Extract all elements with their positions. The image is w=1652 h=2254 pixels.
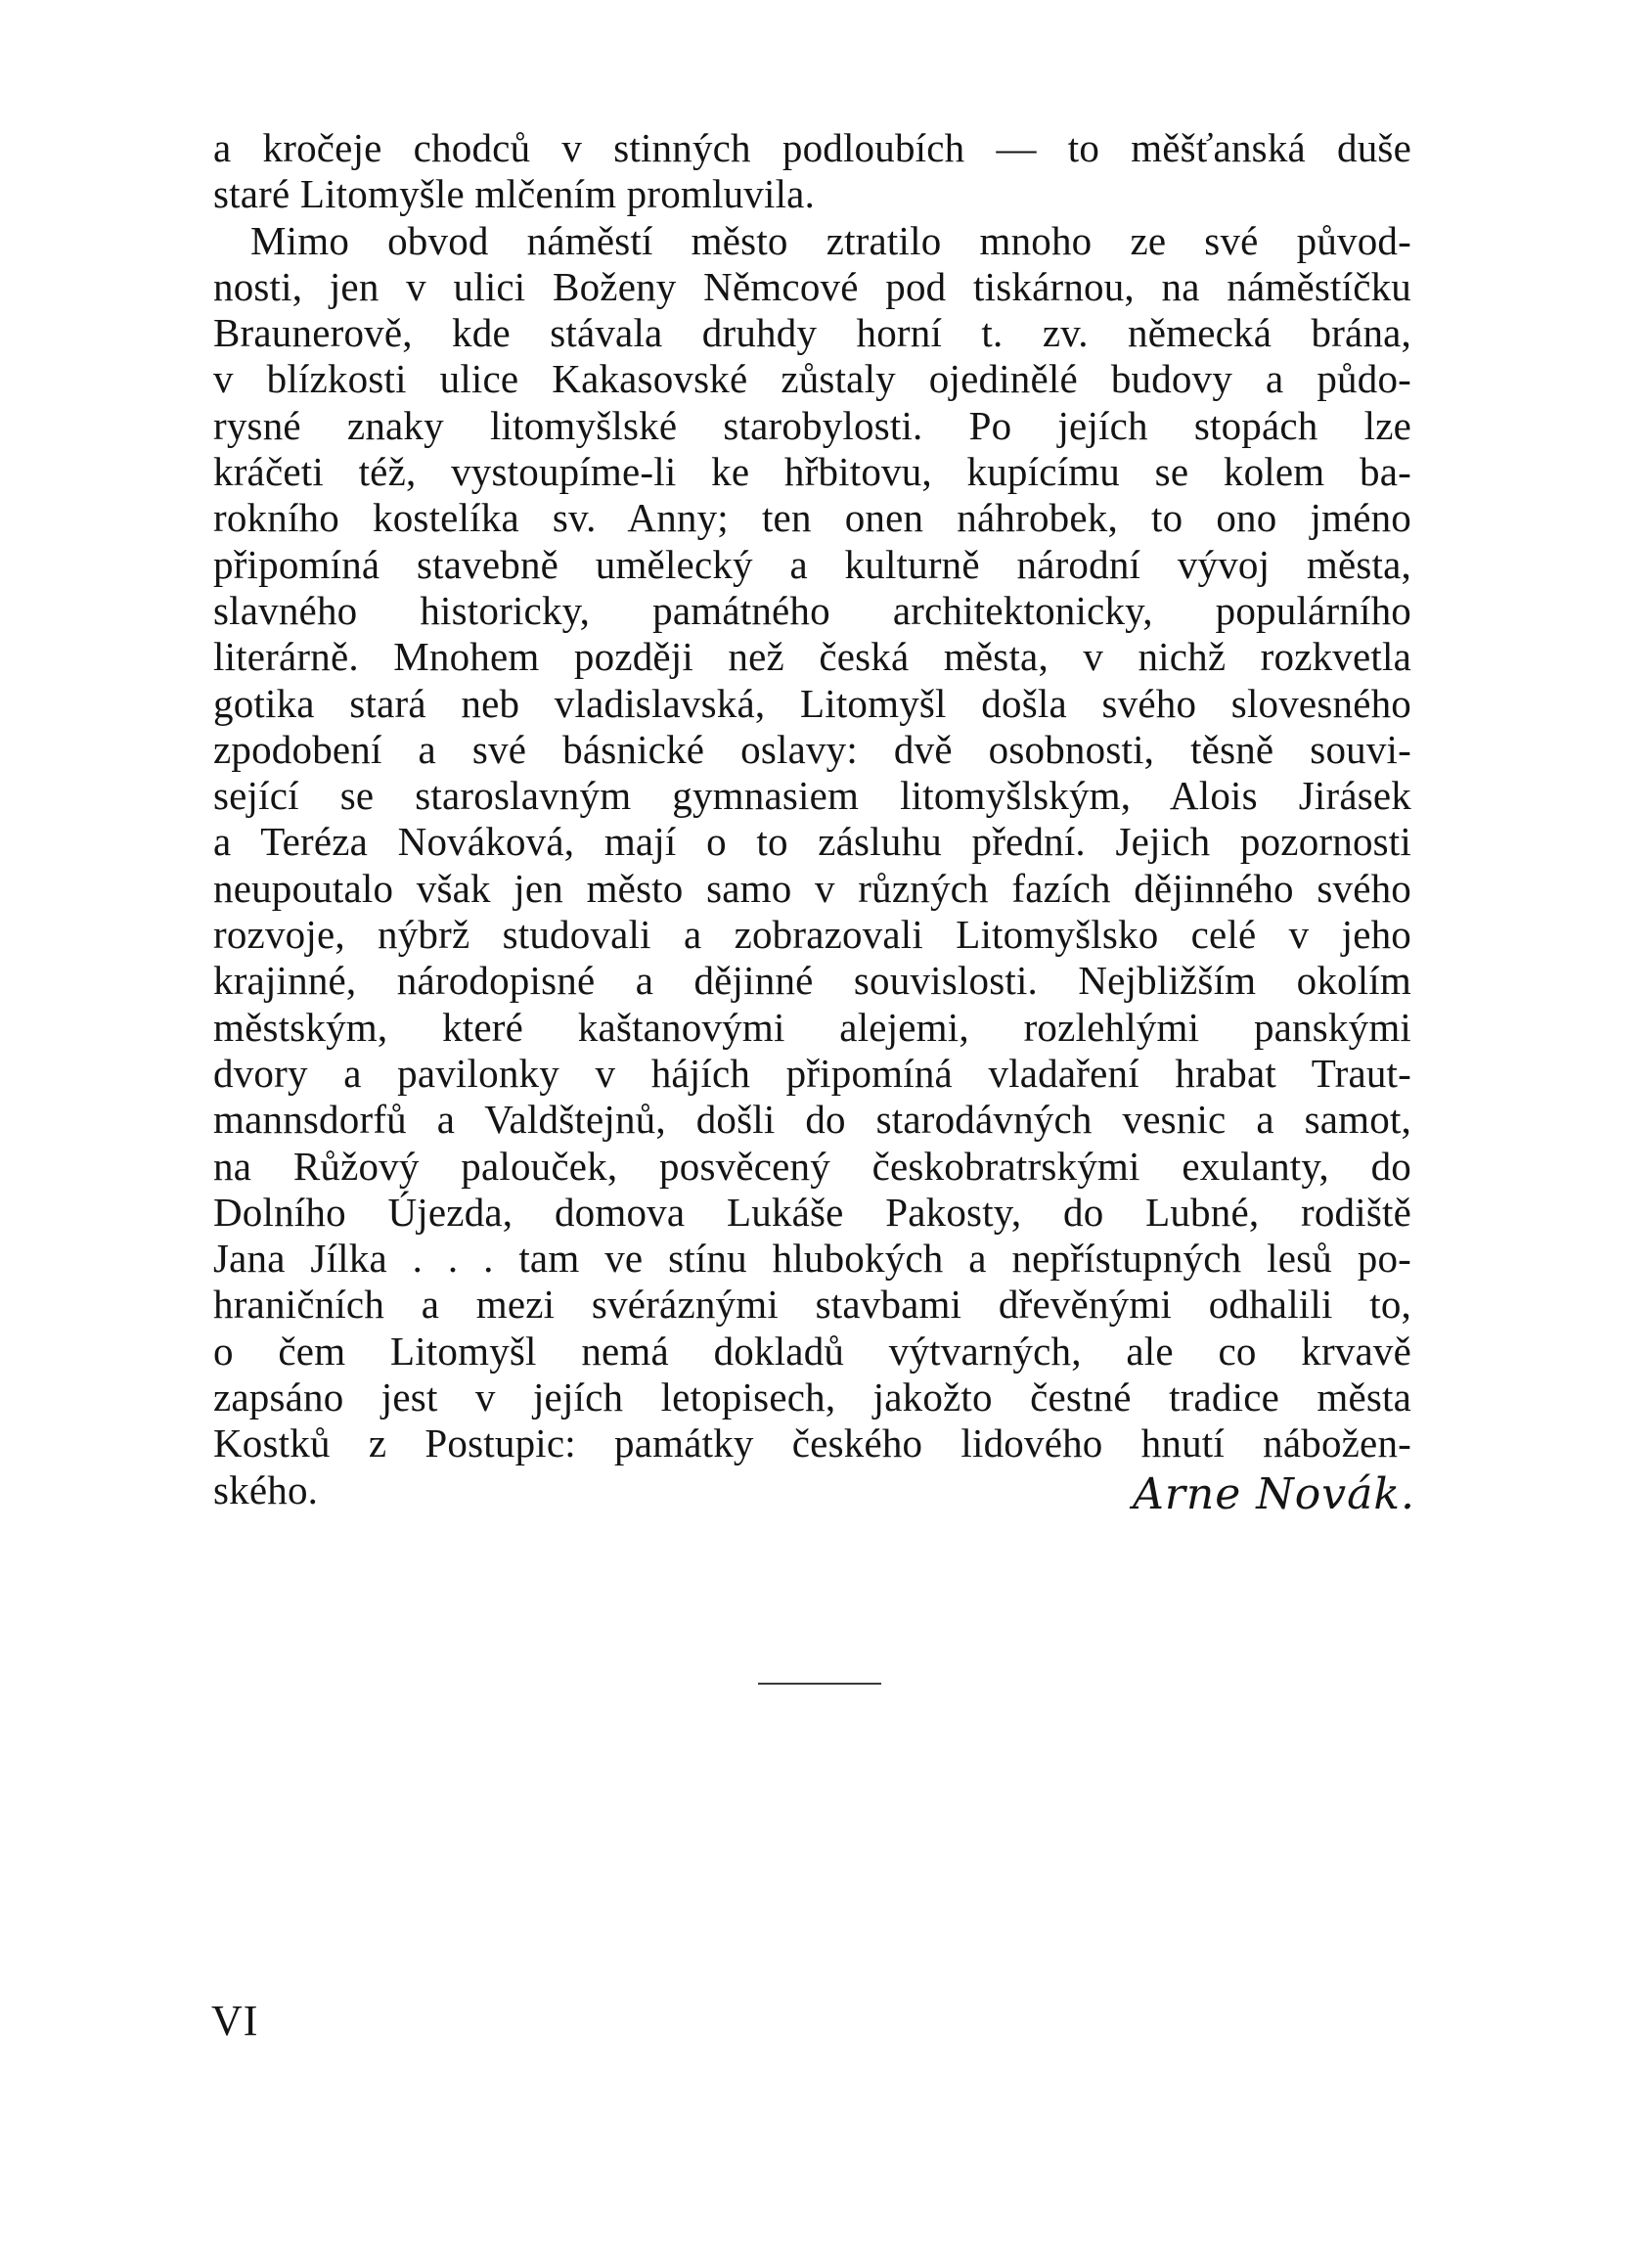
text-line: literárně. Mnohem později než česká města, v nichž rozkvetla — [213, 634, 1411, 680]
text-line: zapsáno jest v jejích letopisech, jakožto čestné tradice města — [213, 1375, 1411, 1420]
text-line: neupoutalo však jen město samo v různých fazích dějinného svého — [213, 865, 1411, 911]
text-line: sející se staroslavným gymnasiem litomyšlským, Alois Jirásek — [213, 773, 1411, 819]
text-line: zpodobení a své básnické oslavy: dvě osobnosti, těsně souvi- — [213, 726, 1411, 772]
text-line: rysné znaky litomyšlské starobylosti. Po jejích stopách lze — [213, 402, 1411, 448]
text-line: na Růžový palouček, posvěcený českobratrskými exulanty, do — [213, 1143, 1411, 1189]
author-signature: Arne Novák. — [1133, 1469, 1415, 1519]
text-line: slavného historicky, památného architektonicky, populárního — [213, 587, 1411, 633]
page-number: VI — [211, 1997, 259, 2045]
text-line: dvory a pavilonky v hájích připomíná vladaření hrabat Traut- — [213, 1050, 1411, 1096]
text-line: o čem Litomyšl nemá dokladů výtvarných, ale co krvavě — [213, 1328, 1411, 1374]
text-line: gotika stará neb vladislavská, Litomyšl došla svého slovesného — [213, 680, 1411, 726]
text-line: městským, které kaštanovými alejemi, rozlehlými panskými — [213, 1004, 1411, 1050]
text-line: v blízkosti ulice Kakasovské zůstaly ojedinělé budovy a půdo- — [213, 356, 1411, 402]
text-line: nosti, jen v ulici Boženy Němcové pod tiskárnou, na náměstíčku — [213, 263, 1411, 309]
text-line: rokního kostelíka sv. Anny; ten onen náhrobek, to ono jméno — [213, 495, 1411, 541]
text-line: připomíná stavebně umělecký a kulturně národní vývoj města, — [213, 541, 1411, 587]
text-line: a kročeje chodců v stinných podloubích — to měšťanská duše — [213, 125, 1411, 170]
text-line: staré Litomyšle mlčením promluvila. — [213, 171, 816, 217]
text-line: rozvoje, nýbrž studovali a zobrazovali Litomyšlsko celé v jeho — [213, 912, 1411, 958]
text-line: Kostků z Postupic: památky českého lidového hnutí nábožen- — [213, 1420, 1411, 1466]
text-line: Dolního Újezda, domova Lukáše Pakosty, do Lubné, rodiště — [213, 1189, 1411, 1235]
text-line: Jana Jílka . . . tam ve stínu hlubokých a nepřístupných lesů po- — [213, 1236, 1411, 1282]
body-text — [213, 125, 1411, 1513]
text-line: a Teréza Nováková, mají o to zásluhu přední. Jejich pozornosti — [213, 819, 1411, 865]
text-line: krajinné, národopisné a dějinné souvislosti. Nejbližším okolím — [213, 958, 1411, 1004]
section-divider — [758, 1683, 881, 1685]
text-line: mannsdorfů a Valdštejnů, došli do starodávných vesnic a samot, — [213, 1097, 1411, 1143]
text-line: kráčeti též, vystoupíme-li ke hřbitovu, kupícímu se kolem ba- — [213, 449, 1411, 495]
text-line: Braunerově, kde stávala druhdy horní t. zv. německá brána, — [213, 310, 1411, 356]
text-line: ského. — [213, 1466, 319, 1512]
text-line: hraničních a mezi svéráznými stavbami dřevěnými odhalili to, — [213, 1282, 1411, 1328]
text-line: Mimo obvod náměstí město ztratilo mnoho ze své původ- — [250, 217, 1411, 263]
